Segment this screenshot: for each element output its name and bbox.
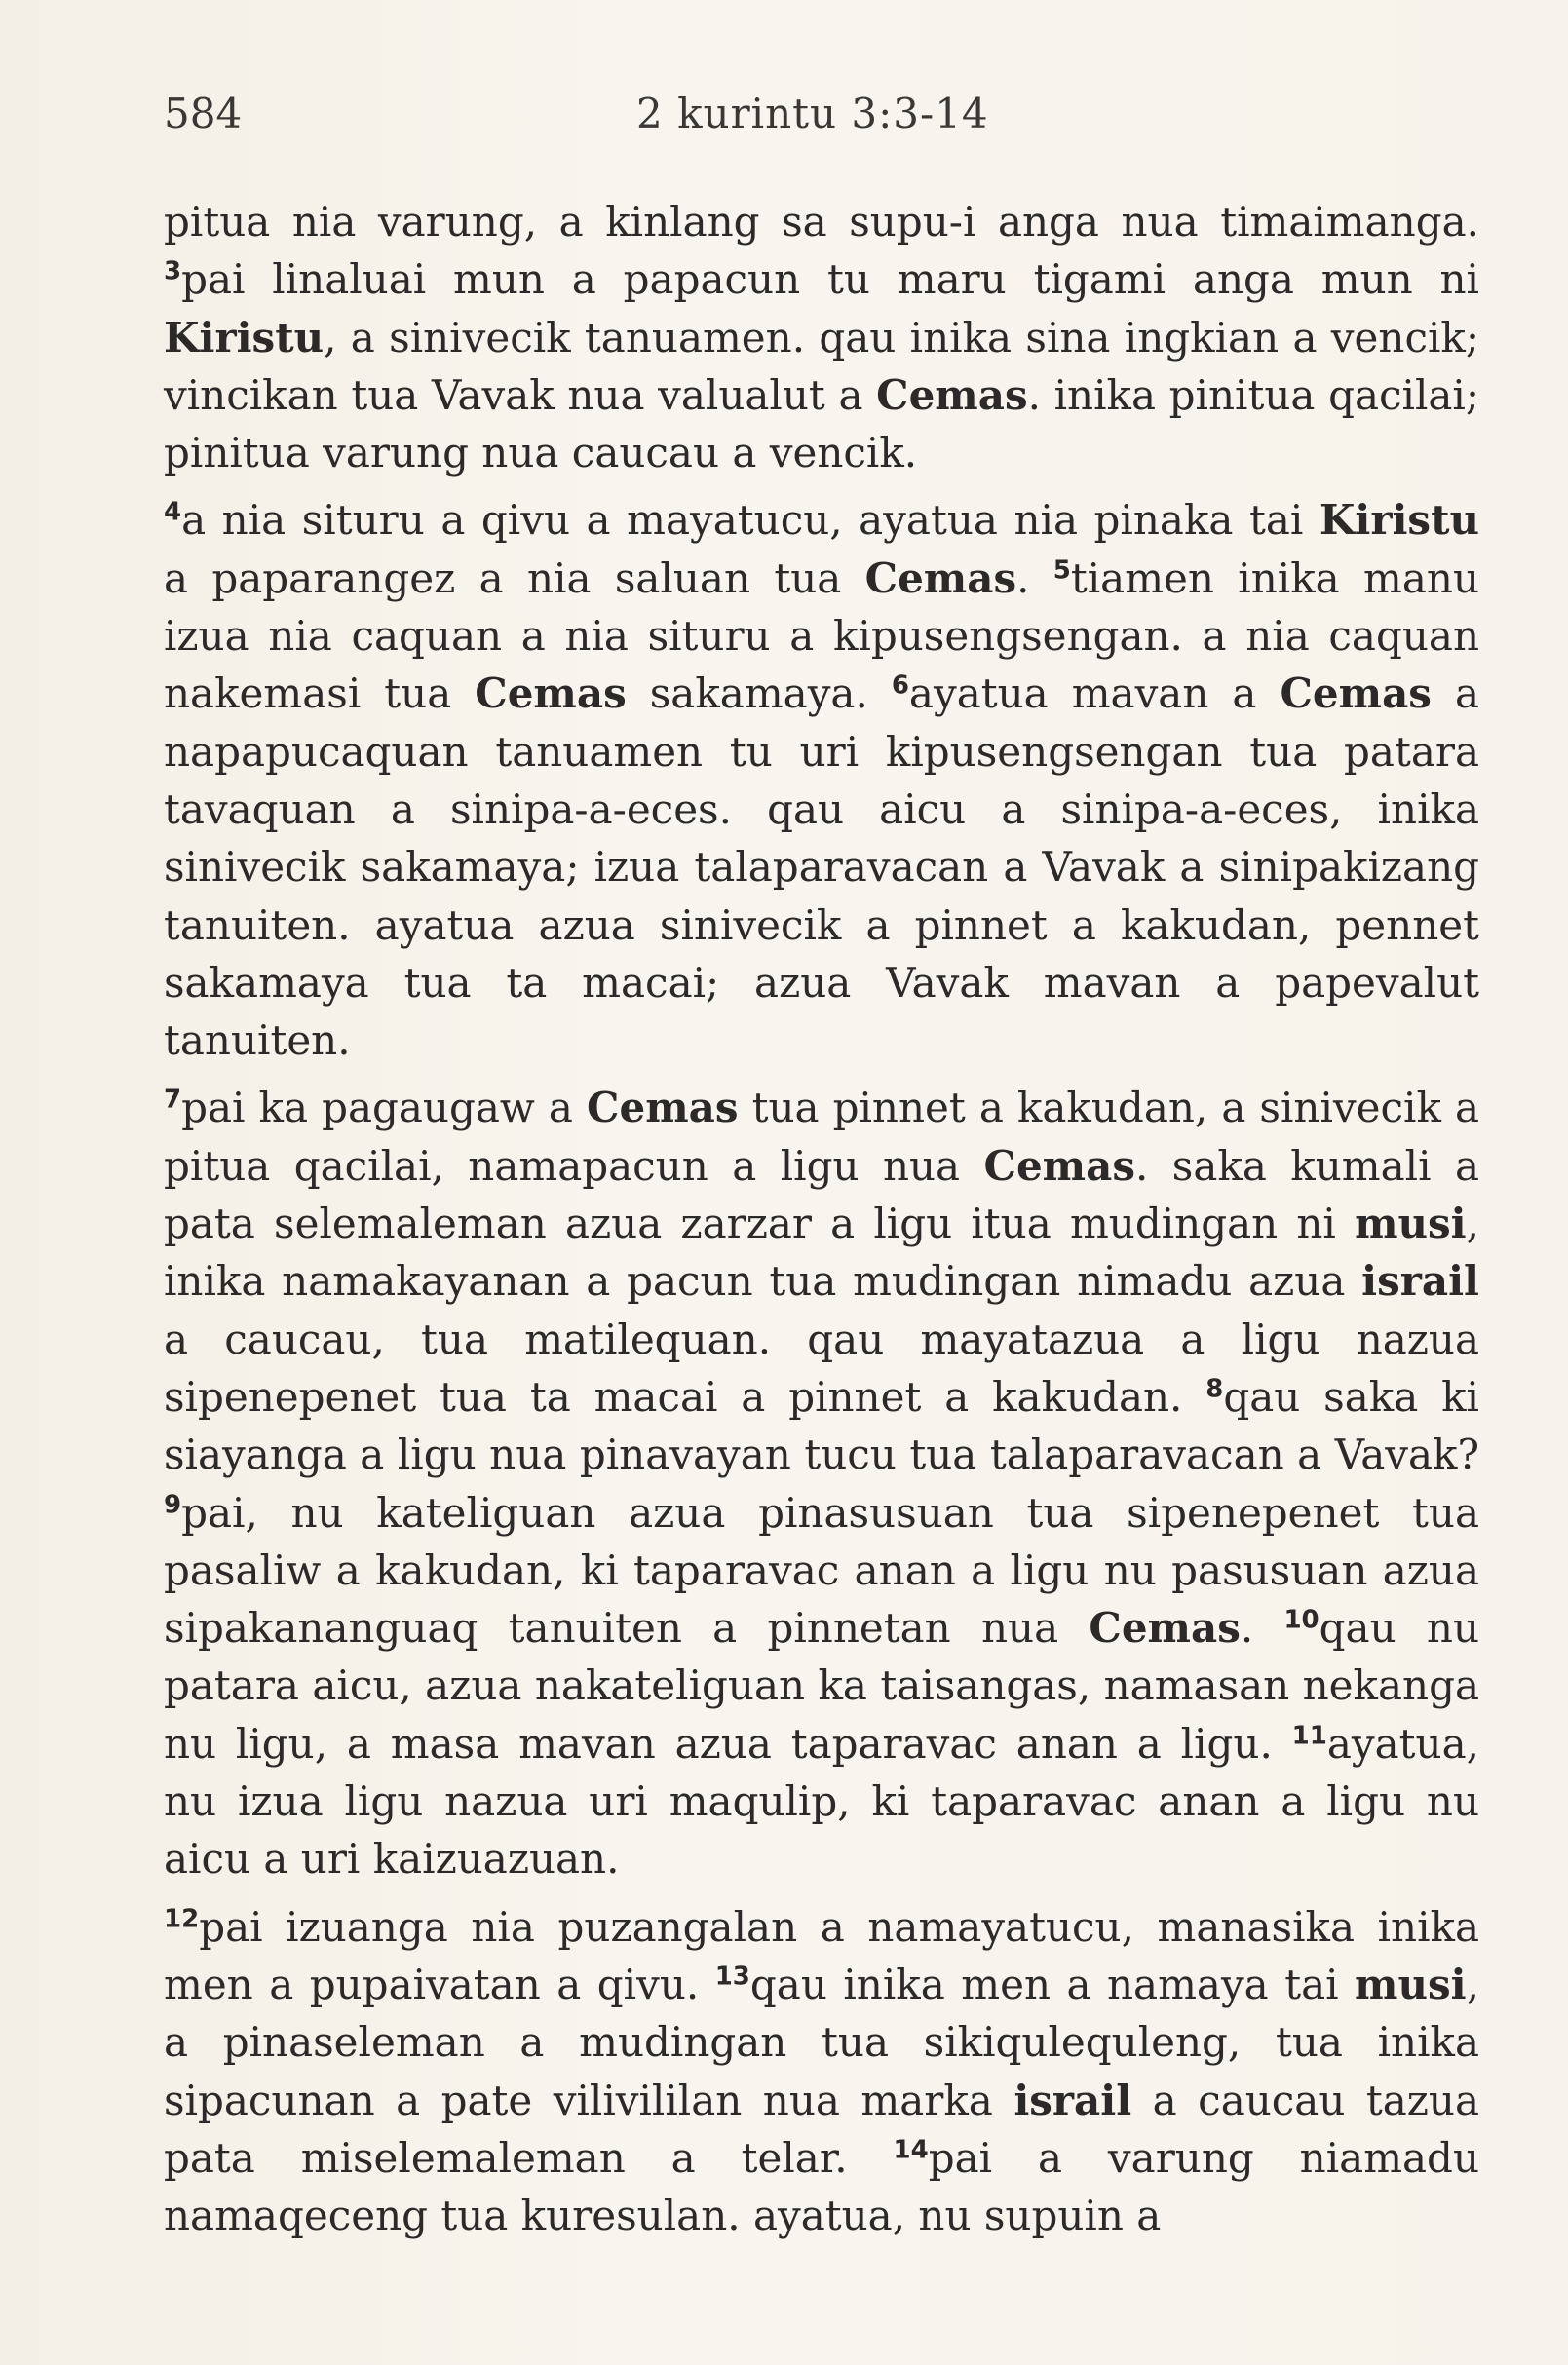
text-run: pitua nia varung, a kinlang sa supu-i anga nua timaimanga. (164, 198, 1479, 246)
text-run: , a sinivecik tanuamen. qau inika sina ingkian a vencik; vincikan tua Vavak nua valualut a (164, 313, 1479, 419)
text-run: sakamaya. (626, 669, 892, 718)
text-run: . (1016, 553, 1053, 602)
text-run: . (1240, 1604, 1284, 1653)
text-run: tua pinnet a kakudan, a sinivecik a pitua qacilai, namapacun a ligu nua (164, 1084, 1479, 1190)
bold-term: Cemas (864, 553, 1017, 602)
text-run: . saka kumali a pata selemaleman azua zarzar a ligu itua mudingan ni (164, 1141, 1479, 1248)
verse-number: 5 (1052, 555, 1071, 586)
verse-number: 4 (164, 498, 182, 528)
verse-number: 11 (1291, 1721, 1327, 1751)
paragraph-2 (164, 491, 1479, 1069)
verse-number: 12 (164, 1904, 200, 1934)
verse-number: 9 (164, 1490, 182, 1520)
text-run: pai a varung niamadu namaqeceng tua kuresulan. ayatua, nu supuin a (164, 2133, 1479, 2240)
text-run: tiamen inika manu izua nia caquan a nia situru a kipusengsengan. a nia caquan nakemasi tua (164, 553, 1479, 718)
bold-term: israil (1013, 2076, 1132, 2124)
paragraph-4 (164, 1898, 1479, 2245)
bold-term: Cemas (475, 669, 627, 718)
verse-number: 6 (891, 671, 909, 702)
bold-term: Cemas (1280, 669, 1432, 718)
text-run: ayatua, nu izua ligu nazua uri maqulip, ki taparavac anan a ligu nu aicu a uri kaizuazuan. (164, 1719, 1479, 1884)
text-run: qau nu patara aicu, azua nakateliguan ka taisangas, namasan nekanga nu ligu, a masa mavan azua taparavac anan a ligu. (164, 1604, 1479, 1768)
text-run: a napapucaquan tanuamen tu uri kipusengsengan tua patara tavaquan a sinipa-a-eces. qau aicu a sinipa-a-eces, inika sinivecik sakamaya; izua talaparavacan a Vavak a sinipakizang tanuiten. ayatua azua sinivecik a pinnet a kakudan, pennet sakamaya tua ta macai; azua Vavak mavan a papevalut tanuiten. (164, 669, 1479, 1065)
verse-number: 14 (893, 2135, 929, 2165)
text-run: pai, nu kateliguan azua pinasusuan tua sipenepenet tua pasaliw a kakudan, ki taparavac anan a ligu nu pasusuan azua sipakananguaq tanuiten a pinnetan nua (164, 1488, 1479, 1653)
verse-number: 10 (1283, 1605, 1319, 1635)
verse-number: 7 (164, 1086, 182, 1116)
bold-term: israil (1361, 1257, 1479, 1306)
running-head: 2 kurintu 3:3-14 (636, 90, 989, 137)
paragraph-1 (164, 193, 1479, 481)
text-run: a paparangez a nia saluan tua (164, 553, 865, 602)
bold-term: Kiristu (1319, 496, 1479, 545)
text-run: a caucau tazua pata miselemaleman a telar. (164, 2076, 1480, 2182)
text-run: ayatua mavan a (908, 669, 1281, 718)
paragraph-3 (164, 1079, 1479, 1888)
verse-number: 3 (164, 257, 182, 286)
page-body (164, 193, 1479, 2244)
page-header (164, 90, 1412, 148)
text-run: qau saka ki siayanga a ligu nua pinavayan tucu tua talaparavacan a Vavak? (164, 1372, 1479, 1479)
text-run: qau inika men a namaya tai (749, 1960, 1356, 2008)
text-run: pai ka pagaugaw a (181, 1084, 588, 1132)
bold-term: Cemas (587, 1084, 739, 1132)
verse-number: 8 (1205, 1374, 1224, 1404)
text-run: , inika namakayanan a pacun tua mudingan nimadu azua (164, 1200, 1479, 1306)
text-run: pai izuanga nia puzangalan a namayatucu, manasika inika men a pupaivatan a qivu. (164, 1902, 1479, 2008)
text-run: pai linaluai mun a papacun tu maru tigami anga mun ni (181, 255, 1479, 304)
text-run: a caucau, tua matilequan. qau mayatazua a ligu nazua sipenepenet tua ta macai a pinnet a kakudan. (164, 1315, 1479, 1421)
bold-term: Cemas (983, 1141, 1135, 1190)
page-number: 584 (164, 90, 243, 137)
bold-term: Cemas (1089, 1604, 1241, 1653)
bold-term: musi (1355, 1960, 1467, 2008)
text-run: . inika pinitua qacilai; pinitua varung nua caucau a vencik. (164, 370, 1480, 477)
bold-term: Cemas (876, 370, 1028, 419)
bold-term: Kiristu (164, 313, 325, 362)
bold-term: musi (1355, 1200, 1467, 1248)
verse-number: 13 (714, 1962, 750, 1992)
text-run: , a pinaseleman a mudingan tua sikiqulequleng, tua inika sipacunan a pate vilivililan nua marka (164, 1960, 1479, 2124)
text-run: a nia situru a qivu a mayatucu, ayatua nia pinaka tai (181, 496, 1319, 545)
